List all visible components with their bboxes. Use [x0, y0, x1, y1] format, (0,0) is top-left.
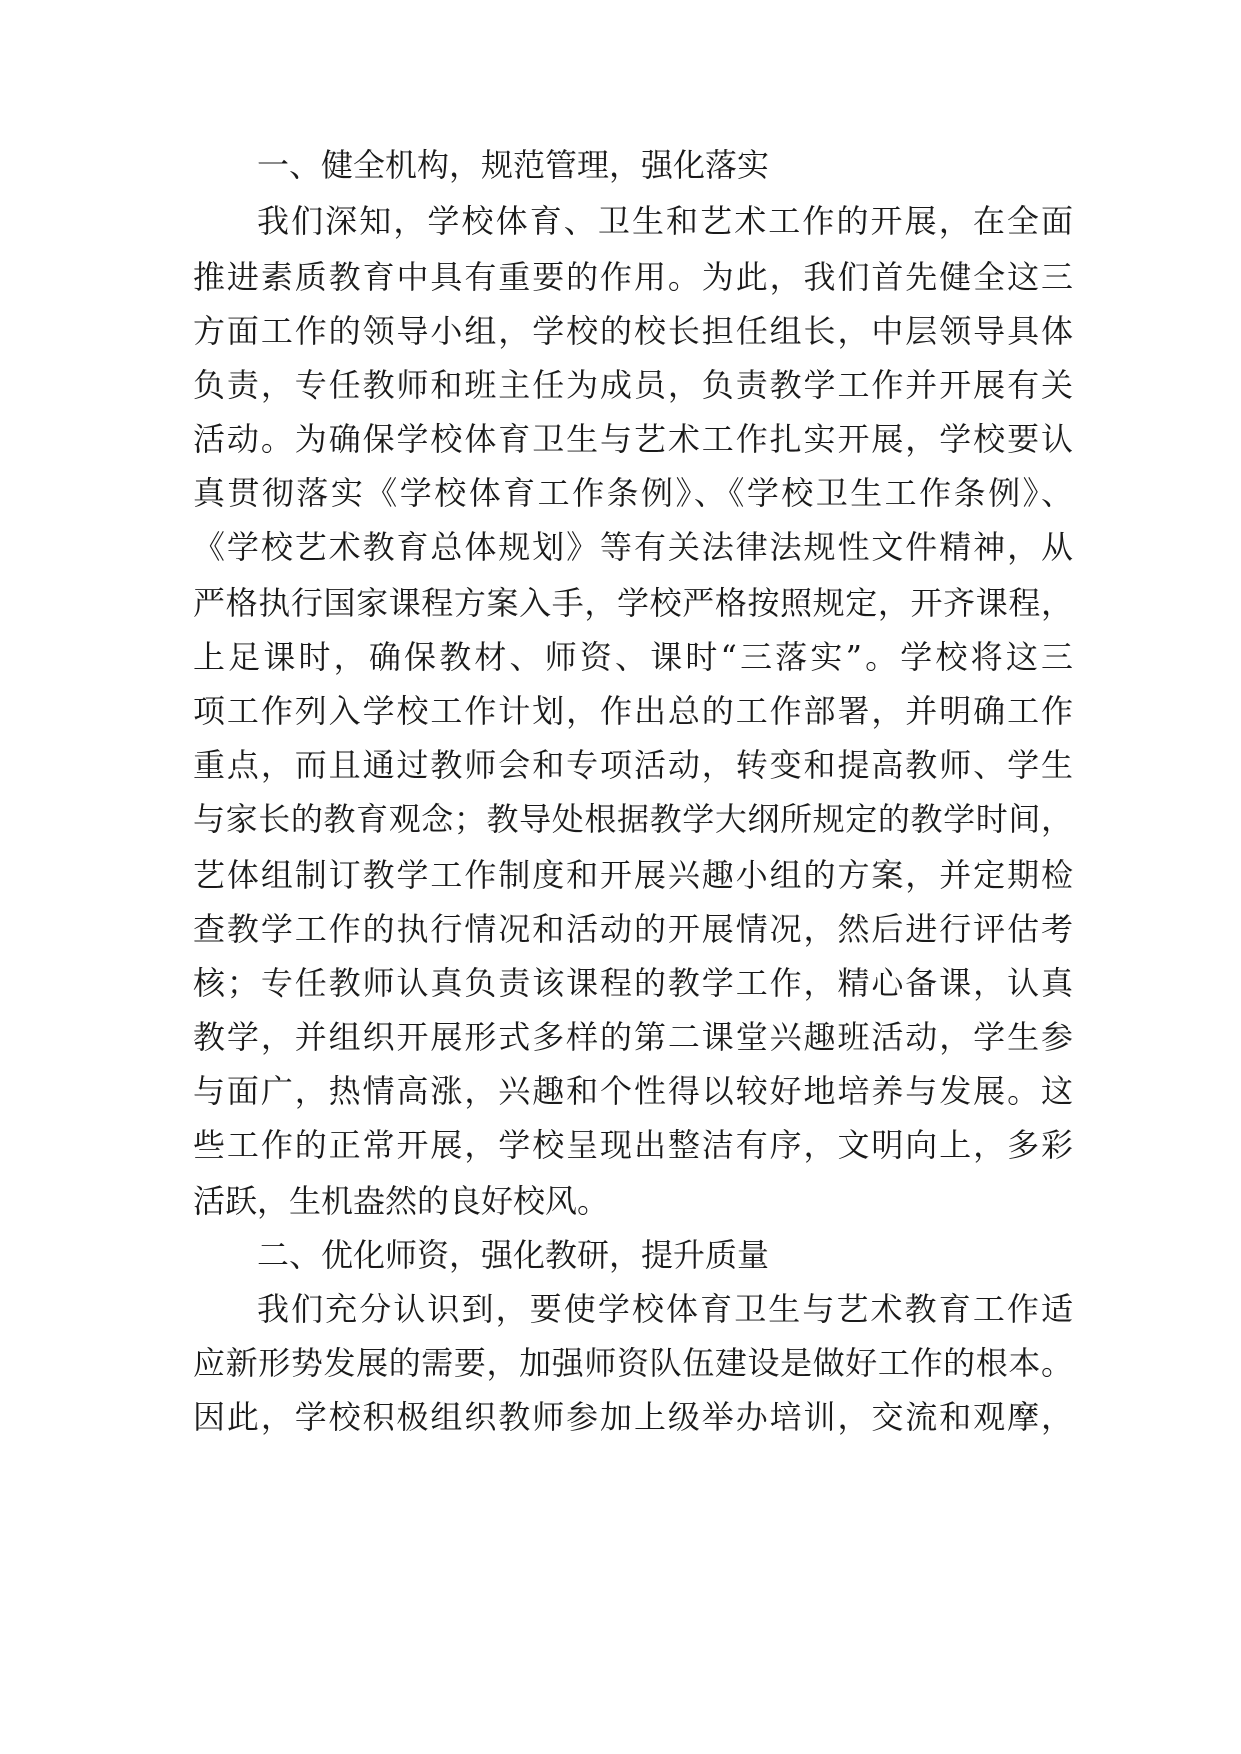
paragraph-line: 与面广，热情高涨，兴趣和个性得以较好地培养与发展。这 [193, 1072, 1073, 1110]
paragraph-line: 因此，学校积极组织教师参加上级举办培训，交流和观摩， [193, 1398, 1073, 1436]
paragraph-line: 方面工作的领导小组，学校的校长担任组长，中层领导具体 [193, 312, 1073, 350]
paragraph-line: 我们充分认识到，要使学校体育卫生与艺术教育工作适 [257, 1290, 1073, 1328]
section-heading-2: 二、优化师资，强化教研，提升质量 [257, 1236, 770, 1274]
paragraph-line: 教学，并组织开展形式多样的第二课堂兴趣班活动，学生参 [193, 1018, 1073, 1056]
paragraph-line: 项工作列入学校工作计划，作出总的工作部署，并明确工作 [193, 692, 1073, 730]
paragraph-line: 艺体组制订教学工作制度和开展兴趣小组的方案，并定期检 [193, 856, 1073, 894]
paragraph-line: 推进素质教育中具有重要的作用。为此，我们首先健全这三 [193, 258, 1073, 296]
paragraph-line: 应新形势发展的需要，加强师资队伍建设是做好工作的根本。 [193, 1344, 1073, 1382]
paragraph-line: 查教学工作的执行情况和活动的开展情况，然后进行评估考 [193, 910, 1073, 948]
paragraph-line: 核；专任教师认真负责该课程的教学工作，精心备课，认真 [193, 964, 1073, 1002]
paragraph-line: 严格执行国家课程方案入手，学校严格按照规定，开齐课程， [193, 584, 1073, 622]
paragraph-line: 《学校艺术教育总体规划》等有关法律法规性文件精神，从 [193, 528, 1073, 566]
paragraph-line: 重点，而且通过教师会和专项活动，转变和提高教师、学生 [193, 746, 1073, 784]
paragraph-line: 与家长的教育观念；教导处根据教学大纲所规定的教学时间， [193, 800, 1073, 838]
section-heading-1: 一、健全机构，规范管理，强化落实 [257, 146, 770, 184]
paragraph-line: 活动。为确保学校体育卫生与艺术工作扎实开展，学校要认 [193, 420, 1073, 458]
paragraph-line: 负责，专任教师和班主任为成员，负责教学工作并开展有关 [193, 366, 1073, 404]
paragraph-line: 我们深知，学校体育、卫生和艺术工作的开展，在全面 [257, 202, 1073, 240]
paragraph-line: 上足课时，确保教材、师资、课时“三落实”。学校将这三 [193, 638, 1073, 676]
paragraph-line: 活跃，生机盎然的良好校风。 [193, 1182, 610, 1220]
paragraph-line: 真贯彻落实《学校体育工作条例》、《学校卫生工作条例》、 [193, 474, 1073, 512]
paragraph-line: 些工作的正常开展，学校呈现出整洁有序，文明向上，多彩 [193, 1126, 1073, 1164]
